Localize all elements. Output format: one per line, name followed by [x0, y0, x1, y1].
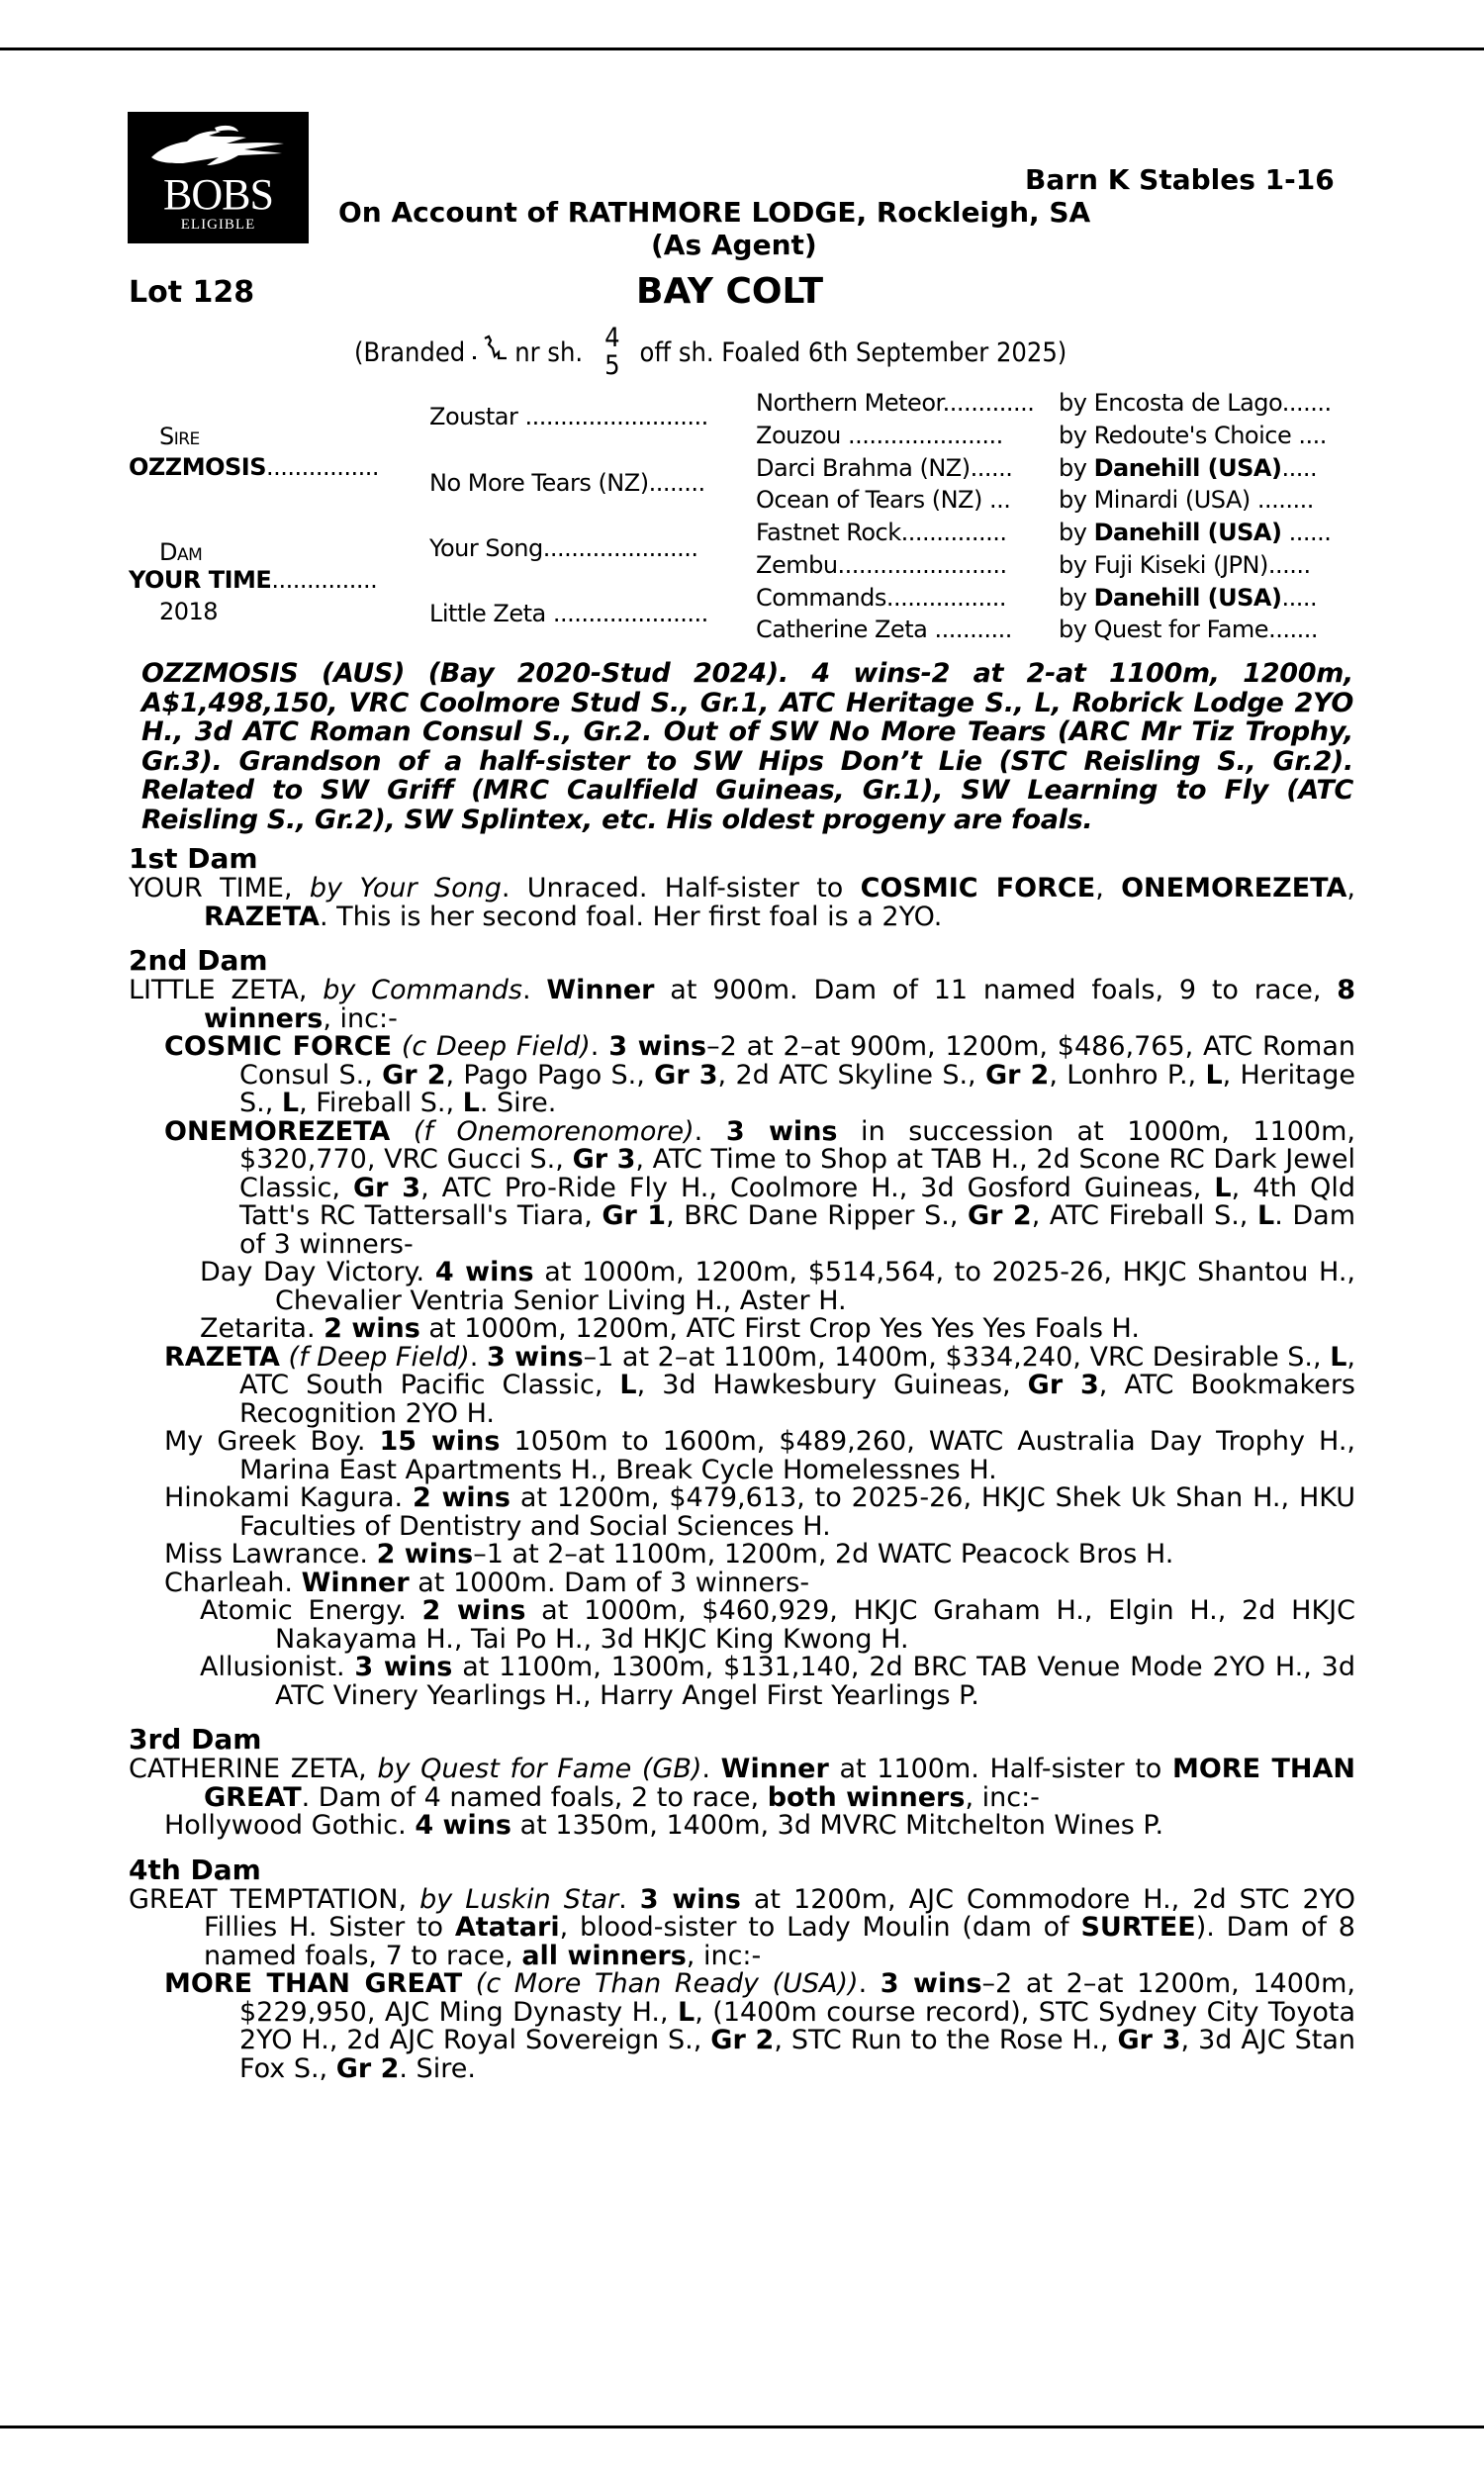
- lot-number: Lot 128: [129, 275, 255, 310]
- gen3-dots: ......: [1281, 519, 1332, 546]
- sire-dots: ................: [266, 453, 380, 481]
- progeny-record: at 1000m, $460,929, HKJC Graham H., Elgin H., 2d HKJC Nakayama H., Tai Po H., 3d HKJC King Kwong H.: [275, 1595, 1355, 1655]
- sire-description: OZZMOSIS (AUS) (Bay 2020-Stud 2024). 4 wins-2 at 2-at 1100m, 1200m, A$1,498,150, VRC Coolmore Stud S., Gr.1, ATC Heritage S., L, Robrick Lodge 2YO H., 3d ATC Roman Consul S., Gr.2. Out of SW No More Tears (ARC Mr Tiz Trophy, Gr.3). Grandson of a half-sister to SW Hips Don’t Lie (STC Reisling S., Gr.2). Related to SW Griff (MRC Caulfield Guineas, Gr.1), SW Learning to Fly (ATC Reisling S., Gr.2), SW Splintex, etc. His oldest progeny are foals.: [141, 658, 1353, 835]
- second-dam-heading: 2nd Dam: [129, 944, 268, 977]
- progeny-record: –2 at 2–at 1200m, 1400m, $229,950, AJC Ming Dynasty H., L, (1400m course record), STC Sydney City Toyota 2YO H., 2d AJC Royal Sovereign S., Gr 2, STC Run to the Rose H., Gr 3, 3d AJC Stan Fox S., Gr 2. Sire.: [239, 1968, 1355, 2084]
- gen3-by-bold: Danehill (USA): [1093, 584, 1282, 612]
- vendor-account: On Account of RATHMORE LODGE, Rockleigh, SA: [338, 196, 1091, 229]
- progeny-record: at 1350m, 1400m, 3d MVRC Mitchelton Wines P.: [511, 1810, 1164, 1841]
- progeny-entry: [129, 1567, 1355, 1598]
- gen3-name: Zouzou ......................: [756, 422, 1003, 449]
- progeny-sex: (f Onemorenomore): [413, 1115, 695, 1147]
- progeny-name: ONEMOREZETA: [164, 1115, 391, 1147]
- bold-text: MORE THAN GREAT: [204, 1754, 1356, 1813]
- dam-label: Dam: [159, 538, 203, 566]
- logo-text-eligible: ELIGIBLE: [180, 217, 256, 233]
- text: , blood-sister to Lady Moulin (dam of: [559, 1912, 1081, 1943]
- progeny-entry: [129, 1315, 1355, 1344]
- bold-text: all winners: [521, 1940, 687, 1971]
- progeny-wins: Winner: [301, 1567, 410, 1598]
- progeny-wins: 3 wins: [608, 1031, 707, 1062]
- first-dam-paragraph: YOUR TIME, by Your Song. Unraced. Half-sister to COSMIC FORCE, ONEMOREZETA, RAZETA. This is her second foal. Her first foal is a 2YO.: [129, 873, 1355, 932]
- progeny-wins: 3 wins: [354, 1652, 453, 1682]
- bobs-eligible-logo: [128, 112, 309, 243]
- bottom-rule: [0, 2426, 1484, 2428]
- text: , inc:-: [323, 1002, 398, 1034]
- gen3-dots: ........: [1250, 486, 1314, 514]
- dam-name: YOUR TIME: [129, 873, 284, 904]
- progeny-entry: [129, 1541, 1355, 1570]
- pedigree-gen2-dam-sire: Your Song......................: [429, 534, 698, 562]
- brand-nr-sh: nr sh.: [514, 336, 584, 368]
- third-dam-progeny-list: [129, 1812, 1355, 1841]
- text: at 1100m. Half-sister to: [828, 1754, 1172, 1784]
- sire-name: [129, 453, 379, 481]
- progeny-entry: [129, 1812, 1355, 1841]
- pedigree-gen3-by: [1059, 422, 1327, 449]
- progeny-name: Hollywood Gothic.: [164, 1810, 407, 1841]
- fourth-dam-progeny-list: [129, 1970, 1355, 2083]
- foaling-date: off sh. Foaled 6th September 2025): [639, 336, 1067, 368]
- progeny-record: –1 at 2–at 1100m, 1400m, $334,240, VRC Desirable S., L, ATC South Pacific Classic, L, 3d Hawkesbury Guineas, Gr 3, ATC Bookmakers Recognition 2YO H.: [239, 1341, 1355, 1429]
- gen3-name: Northern Meteor.............: [756, 389, 1035, 417]
- progeny-name: RAZETA: [164, 1341, 280, 1373]
- gen3-by: by Minardi (USA): [1059, 486, 1251, 514]
- progeny-wins: 2 wins: [324, 1313, 420, 1344]
- gen3-by-bold: Danehill (USA): [1093, 519, 1282, 546]
- gen3-by: by Encosta de Lago: [1059, 389, 1282, 417]
- bold-text: COSMIC FORCE: [860, 873, 1096, 904]
- bold-text: Winner: [546, 975, 655, 1005]
- progeny-wins: 3 wins: [486, 1341, 584, 1373]
- progeny-wins: 3 wins: [725, 1115, 838, 1147]
- progeny-wins: 3 wins: [880, 1968, 982, 1999]
- progeny-entry: [129, 1259, 1355, 1315]
- pedigree-gen3-by: [1059, 454, 1317, 482]
- progeny-sex: (f Deep Field): [288, 1341, 470, 1373]
- text: , inc:-: [686, 1940, 762, 1971]
- pedigree-gen3-row: [756, 616, 1012, 643]
- progeny-sex: (c Deep Field): [401, 1031, 591, 1062]
- gen3-dots: ......: [1267, 551, 1311, 579]
- progeny-name: Charleah.: [164, 1567, 293, 1598]
- gen3-dots: .....: [1281, 454, 1318, 482]
- bold-text: both winners: [767, 1781, 966, 1813]
- progeny-entry: [129, 1428, 1355, 1484]
- dam-year: 2018: [159, 598, 219, 625]
- progeny-record: in succession at 1000m, 1100m, $320,770, VRC Gucci S., Gr 3, ATC Time to Shop at TAB H., 2d Scone RC Dark Jewel Classic, Gr 3, ATC Pro-Ride Fly H., Coolmore H., 3d Gosford Guineas, L, 4th Qld Tatt's RC Tattersall's Tiara, Gr 1, BRC Dane Ripper S., Gr 2, ATC Fireball S., L. Dam of 3 winners-: [239, 1115, 1355, 1260]
- gen3-by: by: [1059, 584, 1094, 612]
- progeny-name: Atomic Energy.: [200, 1595, 407, 1626]
- brand-number-fraction: [604, 325, 619, 380]
- progeny-wins: 4 wins: [434, 1257, 534, 1287]
- bold-text: Winner: [720, 1754, 829, 1784]
- progeny-record: 1050m to 1600m, $489,260, WATC Australia Day Trophy H., Marina East Apartments H., Break Cycle Homelessnes H.: [239, 1426, 1355, 1485]
- first-dam-heading: 1st Dam: [129, 842, 258, 875]
- brand-prefix: (Branded: [354, 336, 466, 368]
- progeny-wins: 4 wins: [415, 1810, 511, 1841]
- gen3-by: by Fuji Kiseki (JPN): [1059, 551, 1268, 579]
- pedigree-gen3-by: [1059, 519, 1331, 546]
- text: ). Dam of 8 named foals, 7 to race,: [204, 1912, 1355, 1971]
- progeny-sex: (c More Than Ready (USA)): [475, 1968, 859, 1999]
- text: , inc:-: [965, 1781, 1040, 1813]
- progeny-wins: 2 wins: [412, 1482, 510, 1513]
- progeny-wins: 2 wins: [376, 1539, 474, 1570]
- progeny-name: COSMIC FORCE: [164, 1031, 393, 1062]
- progeny-entry: RAZETA (f Deep Field). 3 wins–1 at 2–at 1100m, 1400m, $334,240, VRC Desirable S., L, ATC South Pacific Classic, L, 3d Hawkesbury Guineas, Gr 3, ATC Bookmakers Recognition 2YO H.: [164, 1341, 1355, 1429]
- barn-location: Barn K Stables 1-16: [1025, 163, 1335, 196]
- text: .: [522, 975, 547, 1005]
- dam-sire: by Luskin Star: [419, 1883, 619, 1915]
- pedigree-gen3-row: [756, 519, 1007, 546]
- progeny-entry: COSMIC FORCE (c Deep Field). 3 wins–2 at 2–at 900m, 1200m, $486,765, ATC Roman Consul S., Gr 2, Pago Pago S., Gr 3, 2d ATC Skyline S., Gr 2, Lonhro P., L, Heritage S., L, Fireball S., L. Sire.: [164, 1031, 1355, 1118]
- progeny-entry: [129, 1597, 1355, 1654]
- progeny-record: at 1100m, 1300m, $131,140, 2d BRC TAB Venue Mode 2YO H., 3d ATC Vinery Yearlings H., Harry Angel First Yearlings P.: [275, 1652, 1355, 1711]
- third-dam-paragraph: CATHERINE ZETA, by Quest for Fame (GB). Winner at 1100m. Half-sister to MORE THAN GREAT. Dam of 4 named foals, 2 to race, both winners, inc:-: [129, 1754, 1356, 1813]
- gen3-name: Catherine Zeta ...........: [756, 616, 1012, 643]
- sire-name-text: OZZMOSIS: [129, 453, 266, 481]
- progeny-name: Miss Lawrance.: [164, 1539, 368, 1570]
- text: . Dam of 4 named foals, 2 to race,: [301, 1781, 768, 1813]
- text: at 900m. Dam of 11 named foals, 9 to race,: [654, 975, 1338, 1005]
- dam-name-text: YOUR TIME: [129, 566, 272, 594]
- gen3-name: Ocean of Tears (NZ) ...: [756, 486, 1011, 514]
- pedigree-gen3-row: [756, 486, 1010, 514]
- bold-text: 3 wins: [639, 1883, 741, 1915]
- second-dam-progeny-list: [129, 1033, 1355, 1710]
- second-dam-paragraph: LITTLE ZETA, by Commands. Winner at 900m. Dam of 11 named foals, 9 to race, 8 winners, inc:-: [129, 975, 1356, 1034]
- pedigree-gen3-row: [756, 551, 1007, 579]
- progeny-name: Allusionist.: [200, 1652, 345, 1682]
- text: .: [701, 1754, 721, 1784]
- top-rule: [0, 48, 1484, 50]
- gen3-dots: .......: [1281, 389, 1332, 417]
- progeny-wins: 2 wins: [421, 1595, 526, 1626]
- text: ,: [1095, 873, 1122, 904]
- gen3-by: by: [1059, 454, 1094, 482]
- pedigree-gen3-by: [1059, 486, 1314, 514]
- bold-text: Atatari: [454, 1912, 560, 1943]
- text: . Unraced. Half-sister to: [501, 873, 861, 904]
- bold-text: SURTEE: [1080, 1912, 1196, 1943]
- dam-sire: by Commands: [323, 975, 522, 1005]
- progeny-record: at 1200m, $479,613, to 2025-26, HKJC Shek Uk Shan H., HKU Faculties of Dentistry and Social Sciences H.: [239, 1482, 1355, 1542]
- pedigree-gen2-sire-dam: No More Tears (NZ)........: [429, 469, 705, 497]
- progeny-entry: [129, 1484, 1355, 1541]
- pedigree-gen3-row: [756, 389, 1034, 417]
- gen3-by-bold: Danehill (USA): [1093, 454, 1282, 482]
- progeny-entry: MORE THAN GREAT (c More Than Ready (USA)). 3 wins–2 at 2–at 1200m, 1400m, $229,950, AJC Ming Dynasty H., L, (1400m course record), STC Sydney City Toyota 2YO H., 2d AJC Royal Sovereign S., Gr 2, STC Run to the Rose H., Gr 3, 3d AJC Stan Fox S., Gr 2. Sire.: [164, 1968, 1355, 2084]
- brand-description: [354, 325, 1067, 380]
- dam-line-section: [129, 843, 1355, 2083]
- brand-mark-icon: [471, 334, 510, 370]
- dam-sire: by Quest for Fame (GB): [377, 1754, 702, 1784]
- pedigree-gen3-row: [756, 422, 1003, 449]
- text: .: [618, 1883, 640, 1915]
- progeny-name: Zetarita.: [200, 1313, 316, 1344]
- gen3-by: by: [1059, 519, 1094, 546]
- pedigree-gen3-by: [1059, 551, 1311, 579]
- progeny-record: at 1000m. Dam of 3 winners-: [409, 1567, 810, 1598]
- progeny-name: MORE THAN GREAT: [164, 1968, 463, 1999]
- gen3-by: by Quest for Fame: [1059, 616, 1269, 643]
- progeny-record: at 1000m, 1200m, $514,564, to 2025-26, HKJC Shantou H., Chevalier Ventria Senior Living H., Aster H.: [275, 1257, 1355, 1316]
- gen3-dots: .....: [1281, 584, 1318, 612]
- pedigree-gen3-row: [756, 454, 1012, 482]
- gen3-name: Zembu........................: [756, 551, 1007, 579]
- progeny-entry: ONEMOREZETA (f Onemorenomore). 3 wins in succession at 1000m, 1100m, $320,770, VRC Gucci S., Gr 3, ATC Time to Shop at TAB H., 2d Scone RC Dark Jewel Classic, Gr 3, ATC Pro-Ride Fly H., Coolmore H., 3d Gosford Guineas, L, 4th Qld Tatt's RC Tattersall's Tiara, Gr 1, BRC Dane Ripper S., Gr 2, ATC Fireball S., L. Dam of 3 winners-: [164, 1115, 1355, 1260]
- horse-title: BAY COLT: [636, 271, 824, 312]
- progeny-entry: [129, 1654, 1355, 1710]
- sire-label: Sire: [159, 423, 200, 450]
- pedigree-gen3-by: [1059, 616, 1318, 643]
- third-dam-heading: 3rd Dam: [129, 1723, 262, 1756]
- pedigree-gen2-dam-dam: Little Zeta ......................: [429, 600, 708, 627]
- progeny-name: Hinokami Kagura.: [164, 1482, 404, 1513]
- gen3-by: by Redoute's Choice: [1059, 422, 1292, 449]
- progeny-wins: 15 wins: [379, 1426, 501, 1457]
- gen3-dots: ....: [1291, 422, 1327, 449]
- fourth-dam-heading: 4th Dam: [129, 1853, 261, 1886]
- bold-text: 8 winners: [204, 975, 1356, 1034]
- progeny-record: –2 at 2–at 900m, 1200m, $486,765, ATC Roman Consul S., Gr 2, Pago Pago S., Gr 3, 2d ATC Skyline S., Gr 2, Lonhro P., L, Heritage S., L, Fireball S., L. Sire.: [239, 1031, 1355, 1118]
- brand-number-bottom: 5: [604, 350, 620, 381]
- vendor-agent: (As Agent): [651, 229, 817, 261]
- bold-text: ONEMOREZETA: [1121, 873, 1347, 904]
- gen3-dots: .......: [1268, 616, 1318, 643]
- dam-sire: by Your Song: [309, 873, 502, 904]
- progeny-record: at 1000m, 1200m, ATC First Crop Yes Yes Yes Foals H.: [419, 1313, 1140, 1344]
- pedigree-gen3-row: [756, 584, 1006, 612]
- dam-dots: ...............: [271, 566, 378, 594]
- brand-number-top: 4: [604, 323, 620, 353]
- horse-head-icon: [149, 122, 288, 173]
- gen3-name: Fastnet Rock...............: [756, 519, 1007, 546]
- dam-name: [129, 566, 377, 594]
- bold-text: RAZETA: [204, 901, 320, 932]
- gen3-name: Commands.................: [756, 584, 1007, 612]
- pedigree-gen3-by: [1059, 584, 1317, 612]
- gen3-name: Darci Brahma (NZ)......: [756, 454, 1013, 482]
- progeny-name: My Greek Boy.: [164, 1426, 366, 1457]
- fourth-dam-paragraph: GREAT TEMPTATION, by Luskin Star. 3 wins at 1200m, AJC Commodore H., 2d STC 2YO Fillies H. Sister to Atatari, blood-sister to Lady Moulin (dam of SURTEE). Dam of 8 named foals, 7 to race, all winners, inc:-: [129, 1883, 1356, 1971]
- text: at 1200m, AJC Commodore H., 2d STC 2YO Fillies H. Sister to: [204, 1883, 1356, 1943]
- text: . This is her second foal. Her first foal is a 2YO.: [319, 901, 943, 932]
- pedigree-gen2-sire-sire: Zoustar ..........................: [429, 403, 708, 430]
- dam-name: LITTLE ZETA: [129, 975, 299, 1005]
- dam-name: CATHERINE ZETA: [129, 1754, 359, 1784]
- text: ,: [1346, 873, 1355, 904]
- logo-text-bobs: BOBS: [163, 170, 273, 219]
- progeny-name: Day Day Victory.: [200, 1257, 425, 1287]
- dam-name: GREAT TEMPTATION: [129, 1883, 399, 1915]
- progeny-record: –1 at 2–at 1100m, 1200m, 2d WATC Peacock Bros H.: [473, 1539, 1174, 1570]
- pedigree-gen3-by: [1059, 389, 1332, 417]
